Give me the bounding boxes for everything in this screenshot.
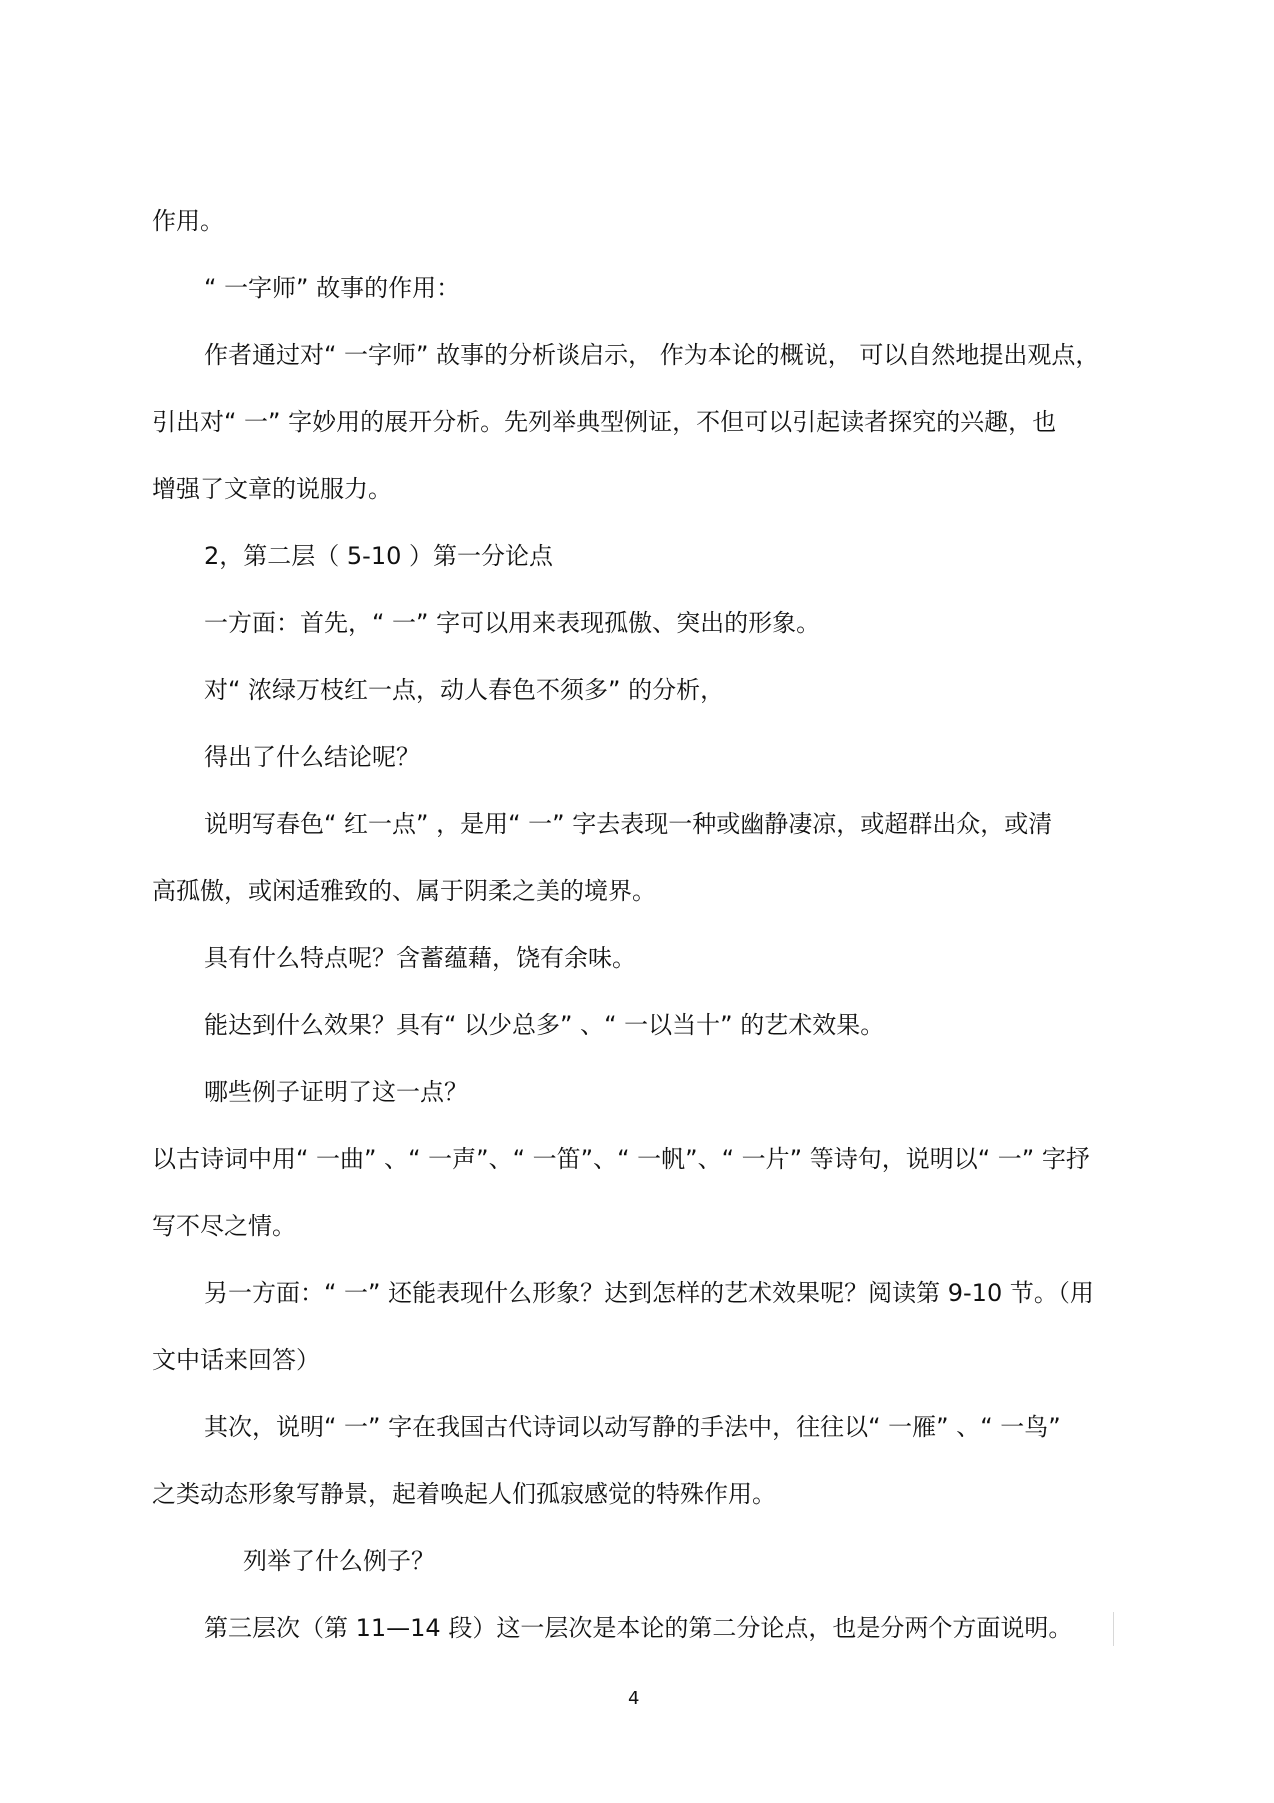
page-number: 4: [628, 1688, 640, 1709]
text-line: 列举了什么例子？: [243, 1547, 435, 1575]
text-line: 以古诗词中用“ 一曲” 、“ 一声”、“ 一笛”、“ 一帆”、“ 一片” 等诗句，说明以“ 一” 字抒: [152, 1145, 1090, 1173]
text-line: 之类动态形象写静景，起着唤起人们孤寂感觉的特殊作用。: [152, 1480, 776, 1508]
text-line: 增强了文章的说服力。: [152, 475, 392, 503]
margin-mark: [1113, 1612, 1114, 1646]
text-line: 对“ 浓绿万枝红一点，动人春色不须多” 的分析，: [204, 676, 725, 704]
text-line: 高孤傲，或闲适雅致的、属于阴柔之美的境界。: [152, 877, 656, 905]
text-line: 能达到什么效果？具有“ 以少总多” 、“ 一以当十” 的艺术效果。: [204, 1011, 885, 1039]
text-line: “ 一字师” 故事的作用：: [204, 274, 461, 302]
text-line: 文中话来回答）: [152, 1346, 320, 1374]
text-line: 2，第二层（ 5-10 ）第一分论点: [204, 542, 553, 570]
text-line: 另一方面：“ 一” 还能表现什么形象？达到怎样的艺术效果呢？阅读第 9-10 节。（用: [204, 1279, 1094, 1307]
text-line: 得出了什么结论呢？: [204, 743, 420, 771]
text-line: 一方面：首先，“ 一” 字可以用来表现孤傲、突出的形象。: [204, 609, 821, 637]
text-line: 引出对“ 一” 字妙用的展开分析。先列举典型例证，不但可以引起读者探究的兴趣，也: [152, 408, 1057, 436]
text-line: 第三层次（第 11—14 段）这一层次是本论的第二分论点，也是分两个方面说明。: [204, 1614, 1073, 1642]
text-line: 作者通过对“ 一字师” 故事的分析谈启示， 作为本论的概说， 可以自然地提出观点，: [204, 341, 1100, 369]
text-line: 写不尽之情。: [152, 1212, 296, 1240]
text-line: 作用。: [152, 207, 224, 235]
text-line: 具有什么特点呢？含蓄蕴藉，饶有余味。: [204, 944, 636, 972]
text-line: 说明写春色“ 红一点” ，是用“ 一” 字去表现一种或幽静凄凉，或超群出众，或清: [204, 810, 1053, 838]
text-line: 哪些例子证明了这一点？: [204, 1078, 468, 1106]
text-line: 其次，说明“ 一” 字在我国古代诗词以动写静的手法中，往往以“ 一雁” 、“ 一鸟”: [204, 1413, 1061, 1441]
